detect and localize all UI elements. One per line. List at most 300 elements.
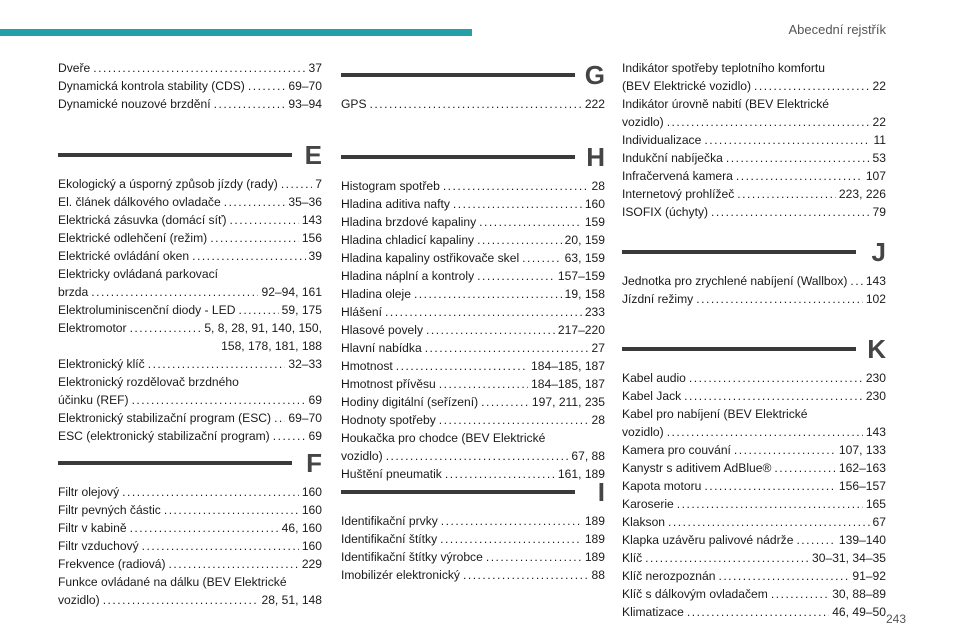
entry-term: Indukční nabíječka [622,151,723,165]
entry-term: Klíč s dálkovým ovladačem [622,587,768,601]
entry-pages: 22 [872,79,886,93]
entry-pages: 11 [873,133,886,147]
leader-dots [711,203,870,221]
section-rule [622,250,856,254]
entry-term: vozidlo) [58,593,100,607]
entry-term-line2 [622,77,886,95]
leader-dots [522,249,562,267]
entry-term: brzda [58,285,89,299]
entry-pages: 139–140 [838,533,886,547]
entry-term: Klimatizace [622,605,684,619]
index-section-i-continued [622,59,886,221]
entry-term: Hmotnost [341,359,393,373]
entry-term: Internetový prohlížeč [622,187,735,201]
section-header [341,55,605,95]
index-entry [341,231,605,249]
entry-term-line2 [58,591,322,609]
index-entry [622,495,886,513]
entry-term: Jízdní režimy [622,292,694,306]
leader-dots [281,175,312,193]
entry-pages: 28 [591,413,605,427]
entry-pages: 230 [865,389,886,403]
entry-term: Hladina kapaliny ostřikovače skel [341,251,520,265]
leader-dots [439,411,589,429]
index-entry [58,537,322,555]
leader-dots [667,113,870,131]
entry-term: vozidlo) [622,115,664,129]
index-entry [58,265,322,301]
section-letter: F [306,448,322,478]
section-letter: I [597,477,605,507]
entry-term: Elektroluminiscenční diody - LED [58,303,236,317]
index-entry [341,566,605,584]
entry-pages: 30, 88–89 [832,587,886,601]
leader-dots [684,387,863,405]
entry-pages: 102 [865,292,886,306]
leader-dots [737,185,836,203]
entry-pages: 69 [308,429,322,443]
leader-dots [645,549,809,567]
index-entry [58,409,322,427]
section-rule [341,490,575,494]
entry-pages: 217–220 [557,323,605,337]
entry-pages: 107, 133 [838,443,886,457]
leader-dots [439,375,528,393]
entry-term-line1: Funkce ovládané na dálku (BEV Elektrické [58,575,287,589]
index-entry [622,585,886,603]
leader-dots [93,59,305,77]
index-entry [58,519,322,537]
leader-dots [248,77,286,95]
entry-term: Hmotnost přívěsu [341,377,436,391]
leader-dots [230,211,299,229]
section-rule [622,347,856,351]
entry-pages: 19, 158 [564,287,605,301]
entry-term: Infračervená kamera [622,169,733,183]
entry-pages: 30–31, 34–35 [812,551,886,565]
entry-term: Histogram spotřeb [341,179,440,193]
index-entry [622,513,886,531]
entry-pages: 59, 175 [281,303,322,317]
index-entry [58,301,322,319]
index-entry [622,149,886,167]
index-entry [622,203,886,221]
entry-list [58,483,322,609]
section-header [622,232,886,272]
entry-pages: 143 [301,213,322,227]
section-letter: E [304,140,322,170]
leader-dots [441,512,582,530]
index-entry [622,567,886,585]
index-entry [622,531,886,549]
entry-term-line2 [58,391,322,409]
index-section-f [58,443,322,609]
entry-term: vozidlo) [341,449,383,463]
entry-main-line [58,319,322,337]
leader-dots [426,321,555,339]
entry-term: Klapka uzávěru palivové nádrže [622,533,794,547]
index-entry [58,501,322,519]
entry-pages: 223, 226 [838,187,886,201]
leader-dots [850,272,862,290]
leader-dots [148,355,286,373]
index-section-g [341,55,605,113]
header-accent-bar [0,29,472,36]
entry-term: Kabel Jack [622,389,682,403]
entry-pages: 165 [865,497,886,511]
leader-dots [687,603,829,621]
index-section-e [58,135,322,445]
leader-dots [453,195,582,213]
entry-term-line1: Houkačka pro chodce (BEV Elektrické [341,431,546,445]
section-letter: G [584,60,605,90]
leader-dots [440,530,582,548]
index-entry [622,59,886,95]
index-entry [341,357,605,375]
index-entry [622,405,886,441]
leader-dots [122,483,299,501]
entry-term: Elektrické ovládání oken [58,249,190,263]
leader-dots [169,555,299,573]
index-entry [58,573,322,609]
entry-term: Hladina brzdové kapaliny [341,215,477,229]
index-entry [341,267,605,285]
entry-pages: 35–36 [288,195,322,209]
entry-pages: 233 [584,305,605,319]
leader-dots [481,393,529,411]
entry-pages: 160 [301,503,322,517]
entry-pages: 27 [591,341,605,355]
index-entry [622,369,886,387]
index-entry [622,603,886,621]
index-entry [341,249,605,267]
index-entry [58,193,322,211]
leader-dots [192,247,305,265]
entry-list [622,369,886,621]
entry-term: vozidlo) [622,425,664,439]
entry-pages: 107 [865,169,886,183]
leader-dots [103,591,259,609]
entry-term: Elektronický klíč [58,357,145,371]
entry-pages: 69–70 [288,411,322,425]
index-entry [341,530,605,548]
index-entry [622,387,886,405]
entry-term: Kamera pro couvání [622,443,731,457]
entry-term-line1: Kabel pro nabíjení (BEV Elektrické [622,407,808,421]
index-entry [622,131,886,149]
leader-dots [479,213,582,231]
entry-list [341,512,605,584]
section-rule [341,73,575,77]
leader-dots [142,537,299,555]
index-entry [58,175,322,193]
entry-pages: 230 [865,371,886,385]
section-letter: K [867,334,886,364]
entry-term: Hodiny digitální (seřízení) [341,395,479,409]
entry-pages: 69–70 [288,79,322,93]
index-entry [58,373,322,409]
section-rule [58,153,292,157]
leader-dots [238,301,278,319]
entry-term-line1: Elektricky ovládaná parkovací [58,267,218,281]
section-header [341,472,605,512]
entry-term: Elektrické odlehčení (režim) [58,231,208,245]
leader-dots [210,229,299,247]
entry-term: Imobilizér elektronický [341,568,460,582]
leader-dots [754,77,870,95]
entry-pages: 67, 88 [571,449,605,463]
entry-term: účinku (REF) [58,393,129,407]
entry-term-line2 [341,447,605,465]
index-entry [58,211,322,229]
index-entry [341,375,605,393]
entry-pages: 159 [584,215,605,229]
entry-pages: 22 [872,115,886,129]
entry-term: Klíč [622,551,643,565]
entry-term-line1: Indikátor úrovně nabití (BEV Elektrické [622,97,830,111]
index-entry [341,411,605,429]
entry-pages: 93–94 [288,97,322,111]
entry-term: Dynamické nouzové brzdění [58,97,211,111]
section-header [341,137,605,177]
entry-term: Filtr olejový [58,485,120,499]
index-entry [622,95,886,131]
leader-dots [667,423,863,441]
entry-list [58,175,322,445]
entry-term: Hlášení [341,305,383,319]
entry-pages: 69 [308,393,322,407]
leader-dots [726,149,870,167]
leader-dots [425,339,589,357]
entry-term: Kanystr s aditivem AdBlue® [622,461,772,475]
leader-dots [689,369,863,387]
entry-pages: 143 [865,425,886,439]
entry-term: Filtr pevných částic [58,503,161,517]
entry-term: Identifikační prvky [341,514,438,528]
entry-pages: 5, 8, 28, 91, 140, 150, [204,321,322,335]
entry-pages: 88 [591,568,605,582]
entry-term: Hladina náplní a kontroly [341,269,475,283]
entry-term: El. článek dálkového ovladače [58,195,221,209]
entry-list [341,95,605,113]
entry-pages: 189 [584,550,605,564]
page-header-title: Abecední rejstřík [788,22,886,37]
entry-term: Ekologický a úsporný způsob jízdy (rady) [58,177,278,191]
leader-dots [130,319,202,337]
index-entry [622,441,886,459]
leader-dots [132,391,306,409]
leader-dots [91,283,258,301]
leader-dots [385,303,582,321]
entry-term: Identifikační štítky [341,532,438,546]
entry-term: Hlavní nabídka [341,341,422,355]
section-header [58,443,322,483]
entry-list [622,272,886,308]
entry-pages: 184–185, 187 [531,377,605,391]
entry-term: Dynamická kontrola stability (CDS) [58,79,245,93]
entry-pages-continued: 158, 178, 181, 188 [221,339,322,353]
entry-pages: 156 [301,231,322,245]
entry-pages: 53 [872,151,886,165]
section-header [58,135,322,175]
entry-term: Hlasové povely [341,323,424,337]
section-rule [58,461,292,465]
leader-dots [370,95,582,113]
index-entry [341,548,605,566]
entry-pages: 28 [591,179,605,193]
page-number: 243 [885,612,906,626]
section-letter: H [586,142,605,172]
entry-pages: 67 [872,515,886,529]
entry-pages: 160 [301,539,322,553]
entry-pages: 189 [584,532,605,546]
index-entry [341,321,605,339]
entry-term: Kapota motoru [622,479,702,493]
entry-term: Hladina chladicí kapaliny [341,233,475,247]
entry-pages: 91–92 [852,569,886,583]
index-entry [58,229,322,247]
leader-dots [130,519,279,537]
index-entry [341,303,605,321]
index-entry [58,355,322,373]
entry-term: Individualizace [622,133,702,147]
index-entry [341,285,605,303]
entry-pages: 79 [872,205,886,219]
index-entry [341,177,605,195]
index-section-d [58,59,322,113]
entry-term: Elektromotor [58,321,127,335]
entry-term: ESC (elektronický stabilizační program) [58,429,270,443]
leader-dots [396,357,528,375]
index-entry [58,555,322,573]
leader-dots [486,548,582,566]
index-entry [622,290,886,308]
entry-term: GPS [341,97,367,111]
entry-pages: 160 [584,197,605,211]
entry-pages: 143 [865,274,886,288]
entry-pages: 39 [308,249,322,263]
entry-term: Kabel audio [622,371,686,385]
entry-pages: 28, 51, 148 [261,593,322,607]
entry-term: Filtr v kabině [58,521,127,535]
section-letter: J [871,237,886,267]
entry-term: Hodnoty spotřeby [341,413,436,427]
index-entry [622,185,886,203]
entry-pages: 7 [315,177,322,191]
leader-dots [796,531,835,549]
leader-dots [224,193,286,211]
entry-pages: 63, 159 [564,251,605,265]
entry-term: Identifikační štítky výrobce [341,550,483,564]
entry-pages: 160 [301,485,322,499]
index-entry [622,549,886,567]
entry-term-line2 [622,113,886,131]
leader-dots [214,95,286,113]
entry-pages: 46, 49–50 [832,605,886,619]
index-section-j [622,232,886,308]
index-section-h [341,137,605,483]
leader-dots [704,131,870,149]
entry-pages: 32–33 [288,357,322,371]
index-entry [341,339,605,357]
index-entry [341,429,605,465]
index-entry [341,195,605,213]
leader-dots [274,409,285,427]
index-section-k [622,329,886,621]
entry-pages: 20, 159 [564,233,605,247]
leader-dots [736,167,863,185]
entry-pages: 197, 211, 235 [531,395,605,409]
entry-pages: 156–157 [838,479,886,493]
entry-term: Frekvence (radiová) [58,557,166,571]
leader-dots [386,447,569,465]
index-entry [58,59,322,77]
entry-pages: 157–159 [557,269,605,283]
entry-term: Hladina oleje [341,287,411,301]
entry-term: ISOFIX (úchyty) [622,205,709,219]
entry-pages: 162–163 [838,461,886,475]
entry-pages: 92–94, 161 [261,285,322,299]
leader-dots [704,477,836,495]
section-rule [341,155,575,159]
entry-term: Klakson [622,515,666,529]
index-entry [341,393,605,411]
index-entry [341,213,605,231]
index-entry [622,272,886,290]
leader-dots [774,459,836,477]
index-entry [622,459,886,477]
entry-term: Jednotka pro zrychlené nabíjení (Wallbox) [622,274,848,288]
entry-term-line2 [622,423,886,441]
index-entry [58,77,322,95]
leader-dots [718,567,849,585]
leader-dots [477,267,555,285]
leader-dots [677,495,863,513]
entry-term: Dveře [58,61,91,75]
entry-term: (BEV Elektrické vozidlo) [622,79,752,93]
entry-term: Karoserie [622,497,674,511]
index-entry [341,512,605,530]
index-entry [341,95,605,113]
entry-term-line2 [58,283,322,301]
leader-dots [463,566,589,584]
index-entry [58,483,322,501]
entry-term: Elektronický stabilizační program (ESC) [58,411,272,425]
leader-dots [734,441,836,459]
index-entry [622,477,886,495]
entry-pages: 37 [308,61,322,75]
entry-term: Klíč nerozpoznán [622,569,716,583]
entry-pages: 229 [301,557,322,571]
index-section-i [341,472,605,584]
leader-dots [771,585,829,603]
entry-pages: 189 [584,514,605,528]
leader-dots [164,501,299,519]
entry-pages: 46, 160 [281,521,322,535]
entry-term: Hladina aditiva nafty [341,197,450,211]
entry-list [58,59,322,113]
index-entry [622,167,886,185]
entry-list [622,59,886,221]
index-entry [58,319,322,355]
entry-term: Filtr vzduchový [58,539,139,553]
section-header [622,329,886,369]
leader-dots [477,231,562,249]
leader-dots [414,285,562,303]
leader-dots [668,513,870,531]
entry-term: Elektrická zásuvka (domácí síť) [58,213,227,227]
entry-pages: 161, 189 [557,467,605,481]
